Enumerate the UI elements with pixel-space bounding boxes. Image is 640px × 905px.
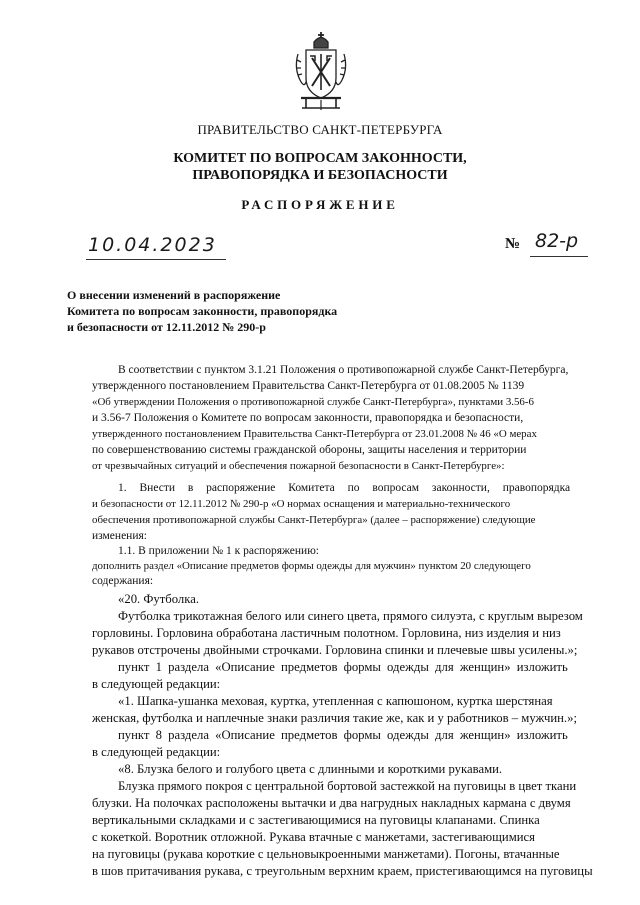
subject-line-3: и безопасности от 12.11.2012 № 290-р (67, 320, 266, 334)
body-line: «Об утверждении Положения о противопожарной службе Санкт-Петербурга», пунктами 3.56-6 (92, 396, 534, 408)
document-number-label: № (505, 236, 521, 252)
body-line: в шов притачивания рукава, с треугольным верхним краем, пристегивающимся на пуговицы (92, 864, 593, 878)
body-line: утвержденного постановлением Правительства Санкт-Петербурга от 01.08.2005 № 1139 (92, 380, 525, 392)
document-type: РАСПОРЯЖЕНИЕ (241, 197, 399, 212)
body-line: «20. Футболка. (118, 592, 200, 606)
body-line: и 3.56-7 Положения о Комитете по вопросам законности, правопорядка и безопасности, (92, 412, 524, 424)
document-subject (67, 287, 337, 335)
committee-name (0, 150, 640, 184)
body-line: «8. Блузка белого и голубого цвета с длинными и короткими рукавами. (118, 762, 503, 776)
body-line: по совершенствованию системы гражданской обороны, защиты населения и территории (92, 444, 527, 456)
body-line: пункт 8 раздела «Описание предметов формы одежды для женщин» изложить (118, 728, 568, 742)
date-underline (86, 259, 226, 260)
body-line: вертикальными складками и с застегивающимися на пуговицы клапанами. Спинка (92, 813, 540, 827)
body-line: с кокеткой. Воротник отложной. Рукава втачные с манжетами, застегивающимися (92, 830, 536, 844)
coat-of-arms-emblem (292, 30, 350, 114)
body-line: Футболка трикотажная белого или синего цвета, прямого силуэта, с круглым вырезом (118, 609, 583, 623)
body-line: блузки. На полочках расположены вытачки и два нагрудных накладных кармана с двумя (92, 796, 571, 810)
body-line: горловины. Горловина обработана ластичным полотном. Горловина, низ изделия и низ (92, 626, 561, 640)
document-number: 82-р (535, 230, 579, 252)
body-line: в следующей редакции: (92, 745, 221, 759)
body-line: на пуговицы (рукава короткие с цельновыкроенными манжетами). Погоны, втачанные (92, 847, 560, 861)
body-line: изменения: (92, 530, 147, 542)
body-line: обеспечения противопожарной службы Санкт-Петербурга» (далее – распоряжение) следующие (92, 514, 536, 526)
body-line: от чрезвычайных ситуаций и обеспечения пожарной безопасности в Санкт-Петербурге»: (92, 460, 505, 472)
subject-line-1: О внесении изменений в распоряжение (67, 288, 281, 302)
document-date: 10.04.2023 (88, 234, 217, 256)
body-line: Блузка прямого покроя с центральной бортовой застежкой на пуговицы в цвет ткани (118, 779, 577, 793)
body-line: 1.1. В приложении № 1 к распоряжению: (118, 545, 319, 557)
committee-name-line-1: КОМИТЕТ ПО ВОПРОСАМ ЗАКОННОСТИ, (173, 151, 467, 166)
body-line: 1. Внести в распоряжение Комитета по вопросам законности, правопорядка (118, 482, 571, 494)
body-line: и безопасности от 12.11.2012 № 290-р «О нормах оснащения и материально-технического (92, 498, 511, 510)
government-name: ПРАВИТЕЛЬСТВО САНКТ-ПЕТЕРБУРГА (197, 122, 443, 137)
committee-name-line-2: ПРАВОПОРЯДКА И БЕЗОПАСНОСТИ (192, 168, 448, 183)
body-line: дополнить раздел «Описание предметов формы одежды для мужчин» пунктом 20 следующего (92, 560, 531, 572)
body-line: содержания: (92, 575, 154, 587)
number-underline (530, 256, 588, 257)
body-line: «1. Шапка-ушанка меховая, куртка, утепленная с капюшоном, куртка шерстяная (118, 694, 553, 708)
body-line: утвержденного постановлением Правительства Санкт-Петербурга от 23.01.2008 № 46 «О мерах (92, 428, 537, 440)
body-line: пункт 1 раздела «Описание предметов формы одежды для женщин» изложить (118, 660, 568, 674)
subject-line-2: Комитета по вопросам законности, правопорядка (67, 304, 338, 318)
body-line: В соответствии с пунктом 3.1.21 Положения о противопожарной службе Санкт-Петербурга, (118, 364, 569, 376)
body-line: женская, футболка и наплечные знаки различия такие же, как и у работников – мужчин.»; (92, 711, 577, 725)
body-line: рукавов отстрочены двойными строчками. Горловина спинки и плечевые швы усилены.»; (92, 643, 578, 657)
body-line: в следующей редакции: (92, 677, 221, 691)
